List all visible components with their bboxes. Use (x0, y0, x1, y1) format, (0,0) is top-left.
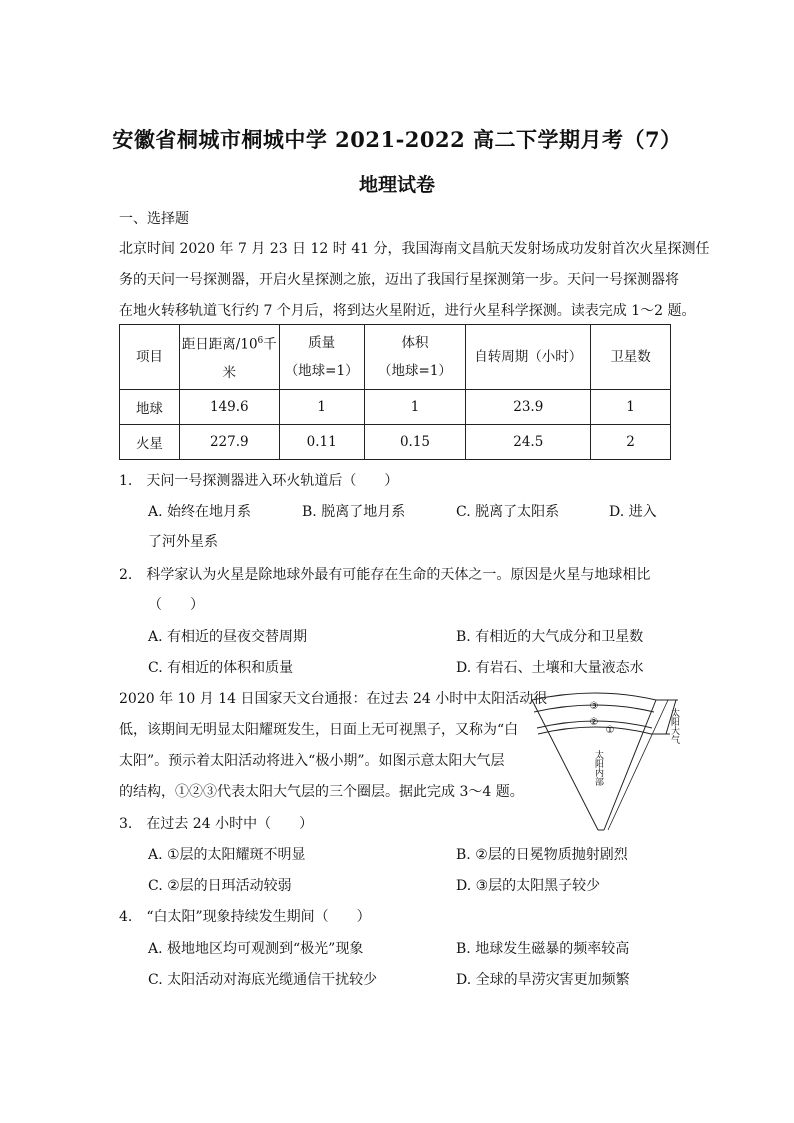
table-cell: 地球 (120, 390, 180, 425)
table-cell: 1 (279, 390, 364, 425)
atmosphere-label: 太阳大气 (669, 708, 679, 744)
sun-structure-figure (528, 688, 688, 838)
intro2-line: 太阳”。预示着太阳活动将进入“极小期”。如图示意太阳大气层 (119, 753, 505, 769)
q2-option-b[interactable]: B. 有相近的大气成分和卫星数 (456, 629, 644, 645)
table-cell: 1 (591, 390, 671, 425)
exam-title: 安徽省桐城市桐城中学 2021-2022 高二下学期月考（7） (112, 127, 682, 152)
interior-arrow-line (605, 700, 668, 830)
q1-option-b[interactable]: B. 脱离了地月系 (302, 504, 406, 520)
q1-option-d-continued: 了河外星系 (148, 534, 218, 550)
table-header-row (120, 325, 671, 390)
intro2-line: 低，该期间无明显太阳耀斑发生，日面上无可视黑子，又称为“白 (119, 722, 519, 738)
table-cell: 1 (364, 390, 466, 425)
q3-option-b[interactable]: B. ②层的日冕物质抛射剧烈 (456, 847, 628, 863)
planet-comparison-table (119, 324, 671, 460)
question-4-stem: 4. “白太阳”现象持续发生期间（ ） (119, 909, 371, 925)
table-header-cell: 项目 (120, 325, 180, 390)
table-cell: 2 (591, 425, 671, 460)
q2-option-d[interactable]: D. 有岩石、土壤和大量液态水 (456, 660, 644, 676)
q3-option-a[interactable]: A. ①层的太阳耀斑不明显 (148, 847, 306, 863)
question-1-stem: 1. 天问一号探测器进入环火轨道后（ ） (119, 473, 399, 489)
table-cell: 24.5 (466, 425, 591, 460)
q3-option-c[interactable]: C. ②层的日珥活动较弱 (148, 878, 292, 894)
table-cell: 0.15 (364, 425, 466, 460)
question-3-stem: 3. 在过去 24 小时中（ ） (119, 816, 314, 832)
table-cell: 227.9 (179, 425, 279, 460)
intro2-line: 2020 年 10 月 14 日国家天文台通报：在过去 24 小时中太阳活动很 (119, 691, 548, 707)
table-header-cell: 卫星数 (591, 325, 671, 390)
table-header-cell: 自转周期（小时） (466, 325, 591, 390)
intro2-line: 的结构，①②③代表太阳大气层的三个圈层。据此完成 3～4 题。 (119, 784, 524, 800)
wedge-left-edge (532, 700, 598, 830)
q2-option-c[interactable]: C. 有相近的体积和质量 (148, 660, 294, 676)
intro1-line: 北京时间 2020 年 7 月 23 日 12 时 41 分，我国海南文昌航天发射场成功发射首次火星探测任 (119, 241, 710, 257)
q1-option-d[interactable]: D. 进入 (609, 504, 657, 520)
exam-subtitle: 地理试卷 (358, 174, 435, 196)
layer-1-inner-arc (538, 727, 651, 734)
wedge-right-edge (604, 700, 656, 830)
q4-option-d[interactable]: D. 全球的旱涝灾害更加频繁 (456, 972, 630, 988)
question-2-paren: （ ） (148, 597, 204, 613)
table-header-cell: 距日距离$/10^6$千米 (179, 325, 279, 390)
table-cell: 149.6 (179, 390, 279, 425)
layer-3-label: ③ (589, 701, 599, 712)
intro1-line: 务的天问一号探测器，开启火星探测之旅，迈出了我国行星探测第一步。天问一号探测器将 (119, 272, 679, 288)
table-row (120, 390, 671, 425)
q2-option-a[interactable]: A. 有相近的昼夜交替周期 (148, 629, 308, 645)
layer-2-label: ② (589, 717, 599, 728)
table-header-cell: 质量 （地球=1） (279, 325, 364, 390)
q4-option-c[interactable]: C. 太阳活动对海底光缆通信干扰较少 (148, 972, 378, 988)
layer-1-label: ① (605, 725, 615, 736)
table-row (120, 425, 671, 460)
interior-label: 太阳内部 (593, 750, 603, 786)
table-header-cell: 体积 （地球=1） (364, 325, 466, 390)
table-cell: 0.11 (279, 425, 364, 460)
q4-option-b[interactable]: B. 地球发生磁暴的频率较高 (456, 941, 630, 957)
intro1-line: 在地火转移轨道飞行约 7 个月后，将到达火星附近，进行火星科学探测。读表完成 1～2 题。 (119, 303, 696, 319)
table-cell: 火星 (120, 425, 180, 460)
section-heading: 一、选择题 (119, 211, 189, 227)
q1-option-c[interactable]: C. 脱离了太阳系 (456, 504, 560, 520)
question-2-stem: 2. 科学家认为火星是除地球外最有可能存在生命的天体之一。原因是火星与地球相比 (119, 567, 651, 583)
q1-option-a[interactable]: A. 始终在地月系 (148, 504, 252, 520)
table-cell: 23.9 (466, 390, 591, 425)
layer-3-outer-arc (532, 693, 656, 700)
q4-option-a[interactable]: A. 极地地区均可观测到“极光”现象 (148, 941, 364, 957)
q3-option-d[interactable]: D. ③层的太阳黑子较少 (456, 878, 601, 894)
